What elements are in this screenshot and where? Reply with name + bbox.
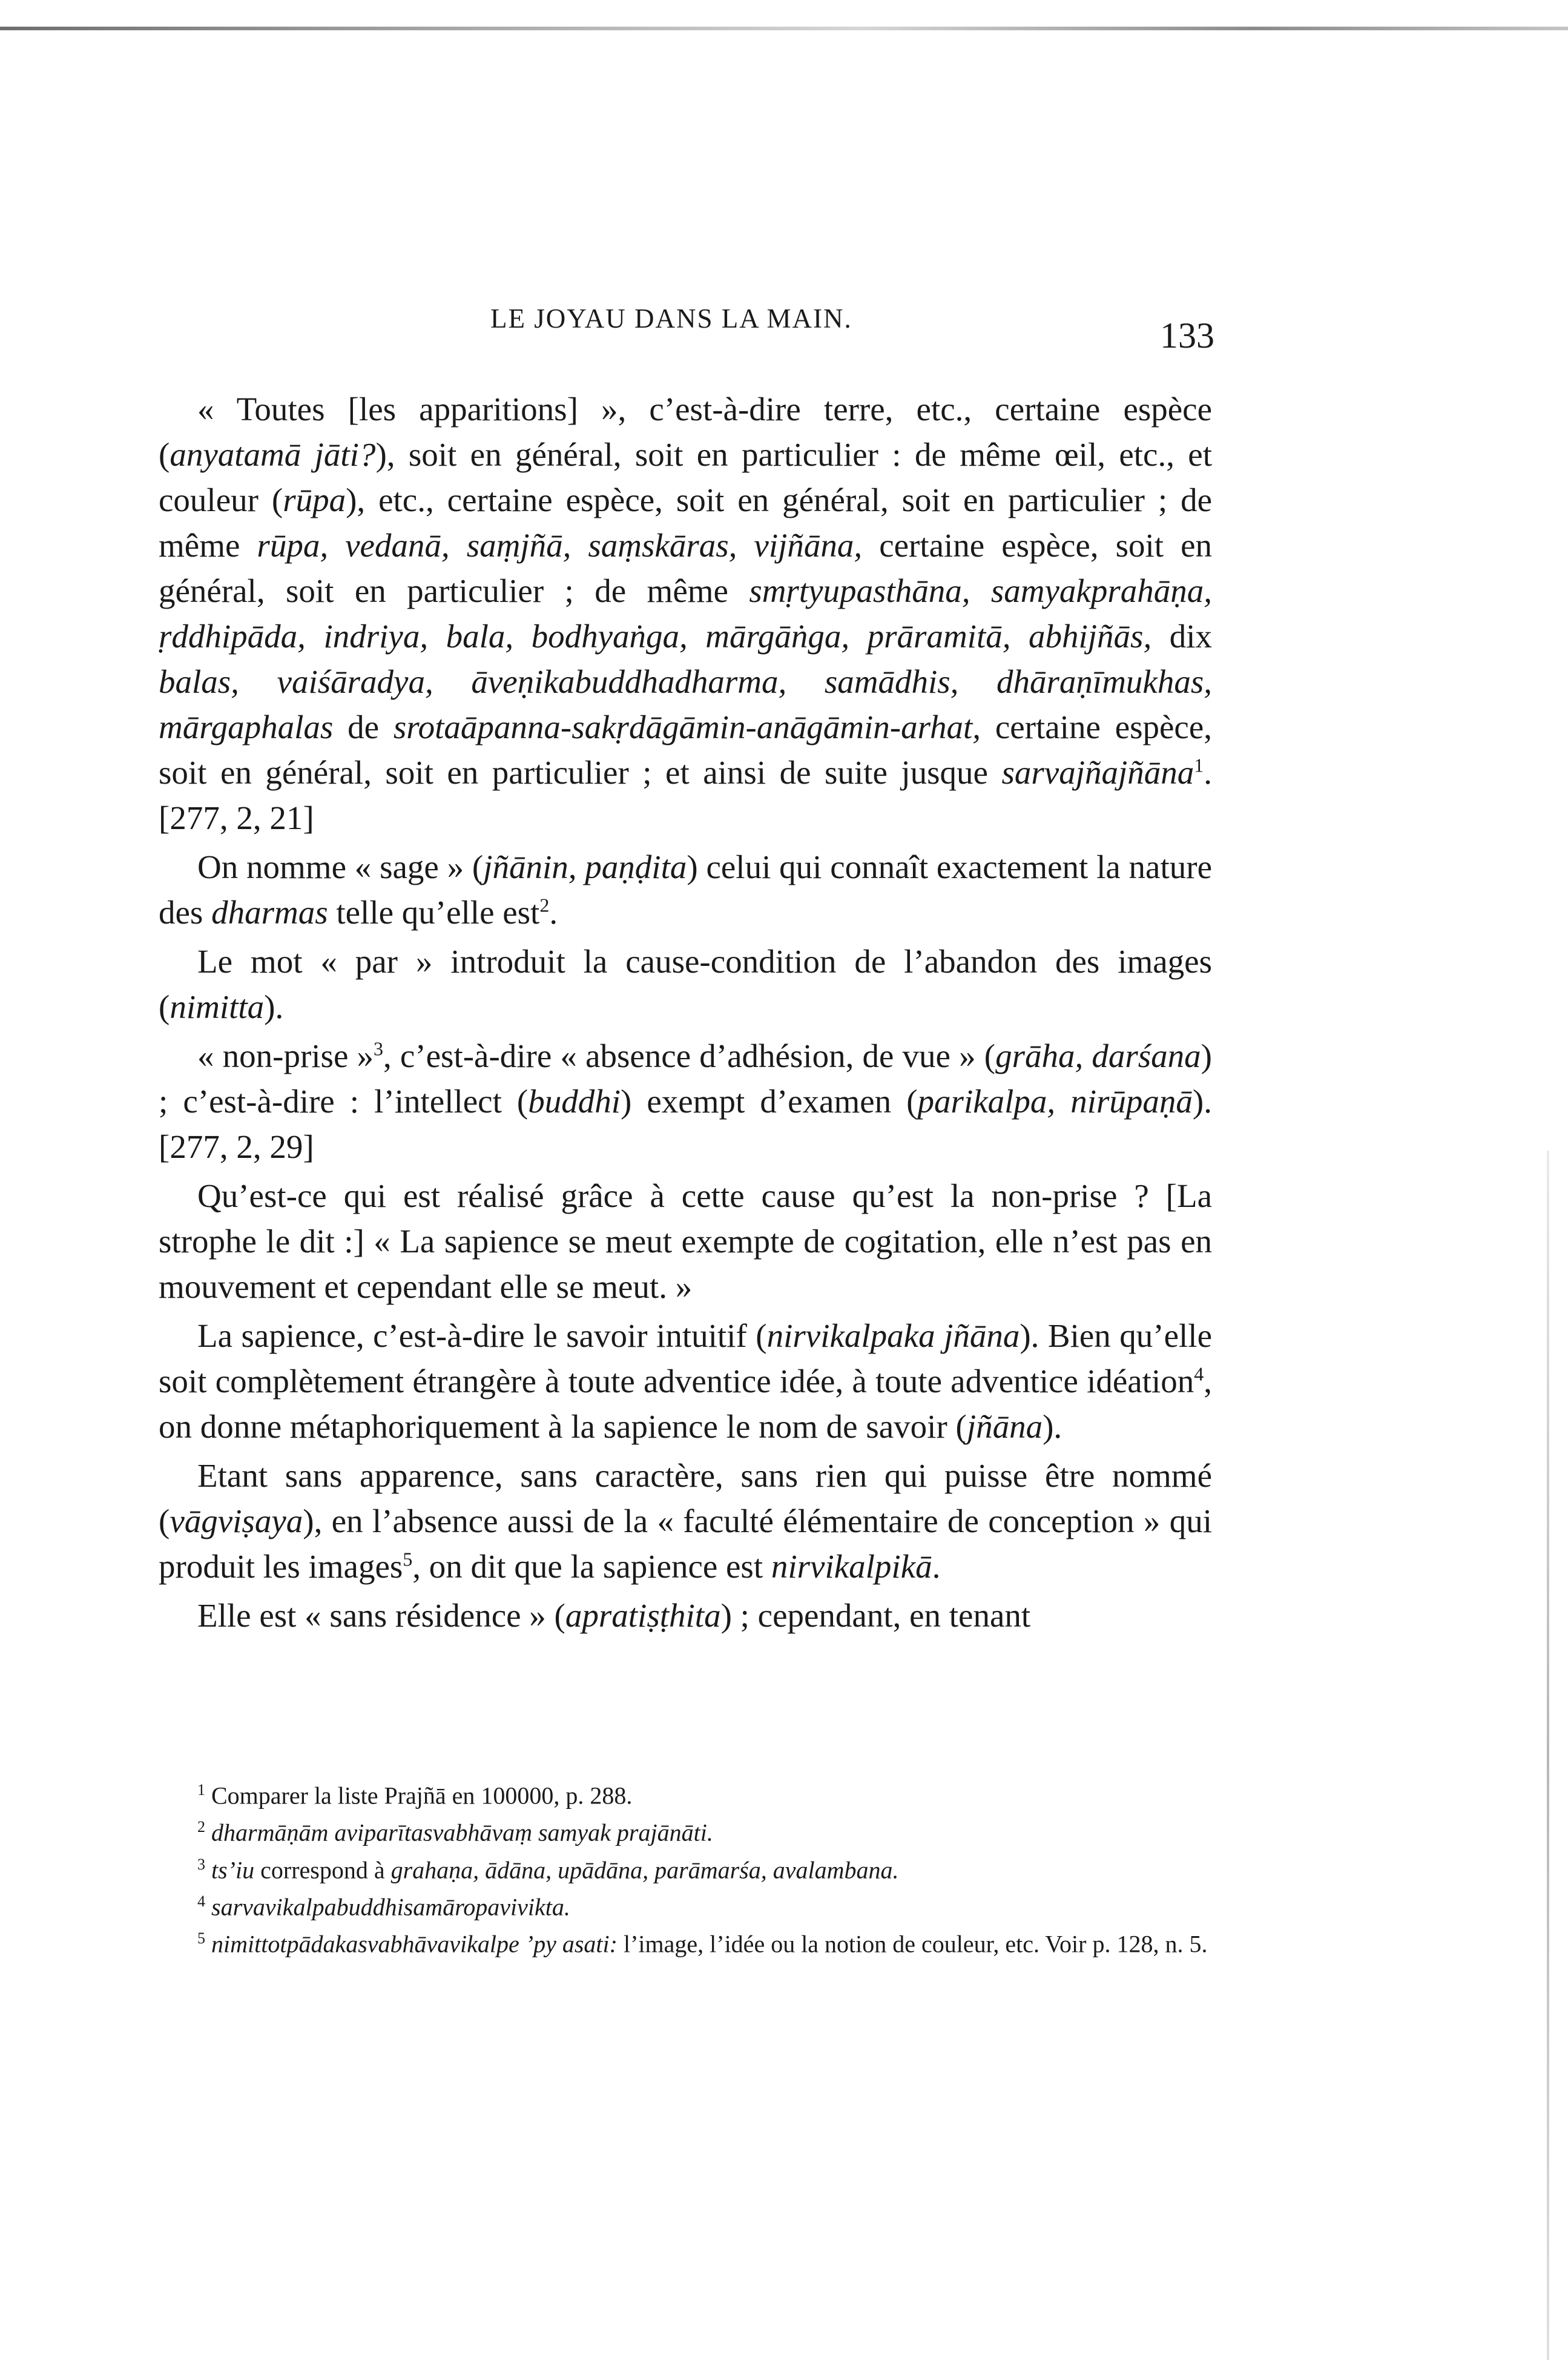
text-run: .	[932, 1548, 941, 1585]
footnote-reference: 3	[374, 1037, 384, 1060]
paragraph	[159, 1593, 1212, 1638]
text-run: , on donne métaphoriquement à la sapience le nom de savoir (	[159, 1363, 1212, 1445]
paragraph	[159, 1453, 1212, 1589]
italic-term: sarvavikalpabuddhisamāropavivikta.	[211, 1893, 570, 1921]
text-run: l’image, l’idée ou la notion de couleur, etc. Voir p. 128, n. 5.	[617, 1930, 1208, 1958]
text-run: ).	[264, 988, 284, 1025]
scan-edge-top	[0, 27, 1568, 30]
footnote	[159, 1923, 1212, 1960]
italic-term: buddhi	[528, 1083, 621, 1120]
footnote-reference: 4	[1194, 1363, 1204, 1385]
italic-term: dharmas	[211, 894, 328, 931]
italic-term: nimitta	[170, 988, 265, 1025]
text-run: Qu’est-ce qui est réalisé grâce à cette cause qu’est la non-prise ? [La strophe le dit :] « La sapience se meut exempte de cogitation, elle n’est pas en mouvement et cependant elle se meut. »	[159, 1177, 1212, 1305]
text-run: « non-prise »	[197, 1037, 374, 1074]
text-run: , c’est-à-dire « absence d’adhésion, de vue » (	[383, 1037, 996, 1074]
text-run: de	[333, 709, 394, 745]
italic-term: jñāna	[966, 1408, 1043, 1445]
text-run: ) celui qui connaît exactement la nature des	[159, 848, 1212, 931]
text-run: ) ; c’est-à-dire : l’intellect (	[159, 1037, 1212, 1120]
scan-edge-right	[1547, 1151, 1549, 2360]
page-number: 133	[1160, 316, 1214, 355]
running-title: LE JOYAU DANS LA MAIN.	[490, 303, 852, 334]
italic-term: balas, vaiśāradya, āveṇikabuddhadharma, samādhis, dhāraṇīmukhas, mārgaphalas	[159, 663, 1212, 745]
text-run: Le mot « par » introduit la cause-condition de l’abandon des images (	[159, 943, 1212, 1025]
text-run: certaine espèce, soit en général, soit en particulier ; de même	[159, 527, 1212, 609]
italic-term: rūpa	[283, 481, 346, 518]
italic-term: rūpa, vedanā, saṃjñā, saṃskāras, vijñāna,	[257, 527, 863, 564]
text-run: ), en l’absence aussi de la « faculté élémentaire de conception » qui produit les images	[159, 1502, 1212, 1585]
footnote-reference: 1	[1194, 754, 1204, 776]
body-text	[159, 386, 1212, 1642]
italic-term: sarvajñajñāna	[1001, 754, 1194, 791]
paragraph	[159, 1313, 1212, 1449]
italic-term: grahaṇa, ādāna, upādāna, parāmarśa, avalambana.	[390, 1856, 899, 1883]
text-run: « Toutes [les apparitions] », c’est-à-dire terre, etc., certaine espèce (	[159, 391, 1212, 473]
footnote-number: 3	[197, 1855, 205, 1873]
italic-term: nirvikalpaka jñāna	[766, 1317, 1020, 1354]
italic-term: smṛtyupasthāna, samyakprahāṇa, ṛddhipāda, indriya, bala, bodhyaṅga, mārgāṅga, prāramitā, abhijñās,	[159, 572, 1212, 655]
text-run: La sapience, c’est-à-dire le savoir intuitif (	[197, 1317, 767, 1354]
italic-term: apratiṣṭhita	[565, 1597, 721, 1634]
italic-term: anyatamā jāti?	[170, 436, 376, 473]
italic-term: vāgviṣaya	[170, 1502, 303, 1539]
text-run: ).	[1043, 1408, 1062, 1445]
text-run: Comparer la liste Prajñā en 100000, p. 288.	[211, 1782, 633, 1810]
italic-term: parikalpa, nirūpaṇā	[917, 1083, 1193, 1120]
text-run: telle qu’elle est	[328, 894, 540, 931]
footnote-reference: 5	[403, 1548, 413, 1570]
text-run: ) exempt d’examen (	[621, 1083, 918, 1120]
text-run: ). Bien qu’elle soit complètement étrangère à toute adventice idée, à toute adventice idéation	[159, 1317, 1212, 1400]
text-run: .	[549, 894, 558, 931]
italic-term: grāha, darśana	[995, 1037, 1201, 1074]
footnotes	[159, 1774, 1212, 1960]
footnote	[159, 1774, 1212, 1811]
text-run: dix	[1151, 618, 1213, 655]
text-run: ). [277, 2, 29]	[159, 1083, 1212, 1165]
text-run: , on dit que la sapience est	[412, 1548, 771, 1585]
footnote	[159, 1811, 1212, 1848]
footnote-number: 2	[197, 1818, 205, 1836]
paragraph	[159, 1033, 1212, 1169]
text-run: ), etc., certaine espèce, soit en général, soit en particulier ; de même	[159, 481, 1212, 564]
footnote-number: 1	[197, 1781, 205, 1799]
text-run: certaine espèce, soit en général, soit en particulier ; et ainsi de suite jusque	[159, 709, 1212, 791]
italic-term: dharmāṇām aviparītasvabhāvaṃ samyak prajānāti.	[211, 1819, 713, 1846]
italic-term: nimittotpādakasvabhāvavikalpe ’py asati:	[211, 1930, 618, 1958]
text-run: Etant sans apparence, sans caractère, sans rien qui puisse être nommé (	[159, 1457, 1212, 1539]
italic-term: jñānin, paṇḍita	[483, 848, 687, 885]
paragraph	[159, 1173, 1212, 1309]
italic-term: nirvikalpikā	[771, 1548, 932, 1585]
text-run: ), soit en général, soit en particulier : de même œil, etc., et couleur (	[159, 436, 1212, 518]
text-run: Elle est « sans résidence » (	[197, 1597, 565, 1634]
italic-term: srotaāpanna-sakṛdāgāmin-anāgāmin-arhat,	[393, 709, 981, 745]
text-run: ) ; cependant, en tenant	[720, 1597, 1031, 1634]
italic-term: ts’iu	[211, 1856, 255, 1883]
text-run: correspond à	[254, 1856, 391, 1883]
paragraph	[159, 844, 1212, 935]
text-run: . [277, 2, 21]	[159, 754, 1212, 836]
footnote-reference: 2	[539, 894, 550, 916]
text-run: On nomme « sage » (	[197, 848, 484, 885]
footnote	[159, 1849, 1212, 1886]
paragraph	[159, 386, 1212, 841]
footnote-number: 5	[197, 1929, 205, 1948]
footnote	[159, 1886, 1212, 1923]
footnote-number: 4	[197, 1892, 205, 1910]
paragraph	[159, 939, 1212, 1030]
